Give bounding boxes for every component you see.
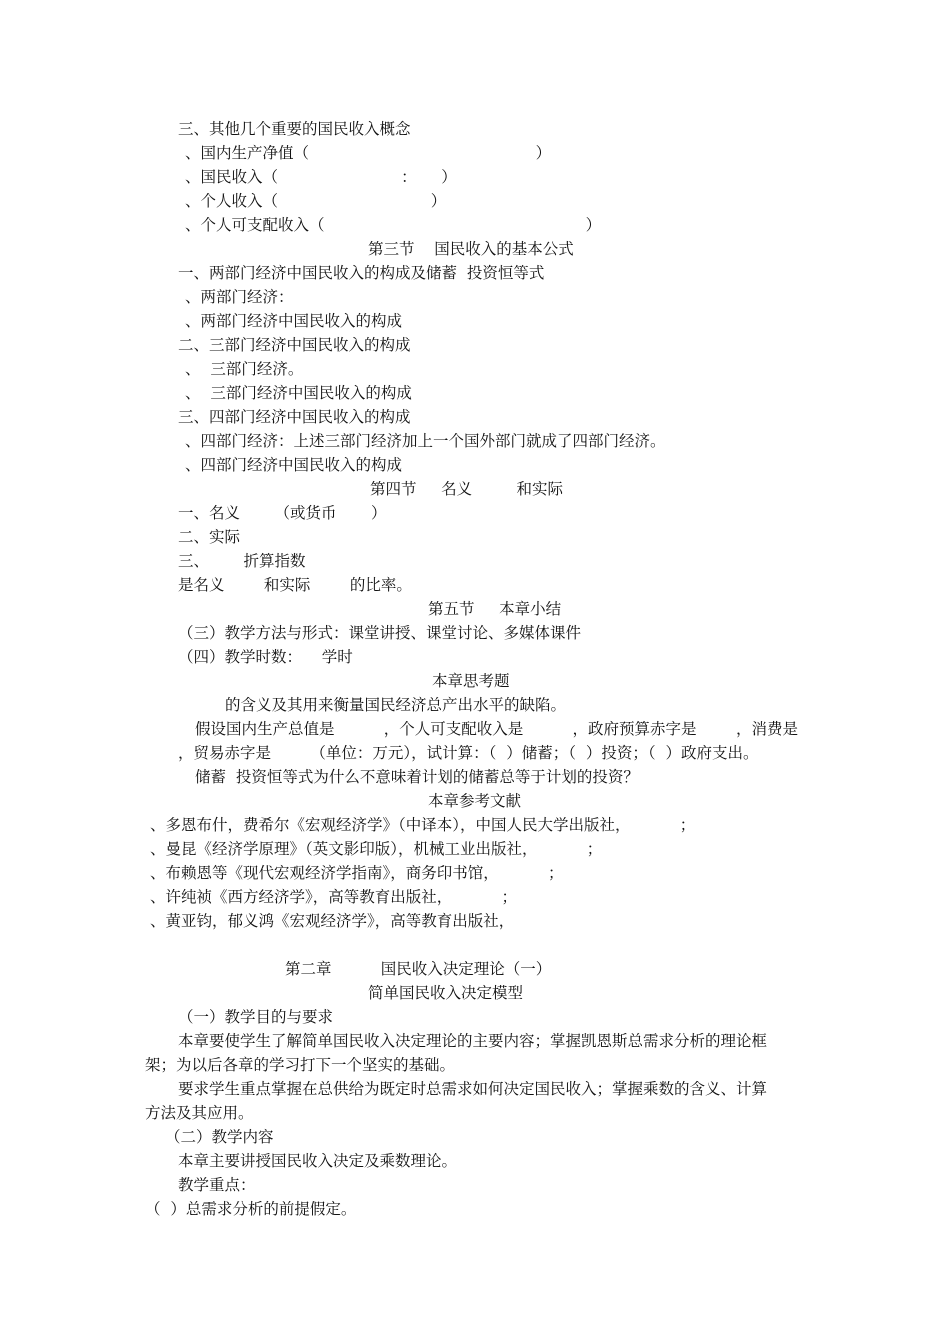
- reference-item: 、布赖恩等《现代宏观经济学指南》，商务印书馆， ；: [150, 864, 564, 882]
- list-item: 、两部门经济：: [185, 288, 294, 306]
- paragraph-line: （四）教学时数： 学时: [178, 648, 353, 666]
- section-heading: 三、其他几个重要的国民收入概念: [178, 120, 411, 138]
- question-line: ，贸易赤字是 （单位：万元），试计算：（ ）储蓄；（ ）投资；（ ）政府支出。: [178, 744, 759, 762]
- section-title: 第三节 国民收入的基本公式: [368, 240, 574, 258]
- section-heading: 三、 折算指数: [178, 552, 306, 570]
- reference-item: 、许纯祯《西方经济学》，高等教育出版社， ；: [150, 888, 518, 906]
- list-item: 、两部门经济中国民收入的构成: [185, 312, 403, 330]
- section-title: 第四节 名义 和实际: [370, 480, 563, 498]
- section-heading: 三、四部门经济中国民收入的构成: [178, 408, 411, 426]
- section-heading: 二、实际: [178, 528, 241, 546]
- section-heading: （一）教学目的与要求: [178, 1008, 334, 1026]
- list-item: 、 三部门经济。: [185, 360, 304, 378]
- question-line: 假设国内生产总值是 ，个人可支配收入是 ，政府预算赤字是 ，消费是: [195, 720, 798, 738]
- paragraph-line: 教学重点：: [178, 1176, 256, 1194]
- paragraph-line: 要求学生重点掌握在总供给为既定时总需求如何决定国民收入；掌握乘数的含义、计算: [178, 1080, 768, 1098]
- section-heading: 二、三部门经济中国民收入的构成: [178, 336, 411, 354]
- paragraph-line: 方法及其应用。: [145, 1104, 254, 1122]
- question-line: 储蓄 投资恒等式为什么不意味着计划的储蓄总等于计划的投资？: [195, 768, 639, 786]
- chapter-subtitle: 简单国民收入决定模型: [368, 984, 524, 1002]
- list-item: 、个人可支配收入（ ）: [185, 216, 602, 234]
- paragraph-line: （三）教学方法与形式：课堂讲授、课堂讨论、多媒体课件: [178, 624, 582, 642]
- paragraph-line: 架；为以后各章的学习打下一个坚实的基础。: [145, 1056, 456, 1074]
- list-item: 、国民收入（ ： ）: [185, 168, 457, 186]
- paragraph-line: 本章要使学生了解简单国民收入决定理论的主要内容；掌握凯恩斯总需求分析的理论框: [178, 1032, 768, 1050]
- section-title: 第五节 本章小结: [428, 600, 562, 618]
- question-line: 的含义及其用来衡量国民经济总产出水平的缺陷。: [225, 696, 567, 714]
- paragraph-line: （ ）总需求分析的前提假定。: [145, 1200, 357, 1218]
- chapter-title: 第二章 国民收入决定理论（一）: [285, 960, 552, 978]
- paragraph-line: 是名义 和实际 的比率。: [178, 576, 412, 594]
- list-item: 、四部门经济中国民收入的构成: [185, 456, 403, 474]
- section-title: 本章参考文献: [428, 792, 522, 810]
- section-title: 本章思考题: [432, 672, 510, 690]
- reference-item: 、多恩布什，费希尔《宏观经济学》（中译本），中国人民大学出版社， ；: [150, 816, 696, 834]
- reference-item: 、曼昆《经济学原理》（英文影印版），机械工业出版社， ；: [150, 840, 603, 858]
- list-item: 、国内生产净值（ ）: [185, 144, 552, 162]
- section-heading: 一、两部门经济中国民收入的构成及储蓄 投资恒等式: [178, 264, 545, 282]
- list-item: 、 三部门经济中国民收入的构成: [185, 384, 412, 402]
- list-item: 、四部门经济：上述三部门经济加上一个国外部门就成了四部门经济。: [185, 432, 666, 450]
- section-heading: （二）教学内容: [165, 1128, 274, 1146]
- reference-item: 、黄亚钧，郁义鸿《宏观经济学》，高等教育出版社，: [150, 912, 515, 930]
- list-item: 、个人收入（ ）: [185, 192, 447, 210]
- paragraph-line: 本章主要讲授国民收入决定及乘数理论。: [178, 1152, 458, 1170]
- section-heading: 一、名义 （或货币 ）: [178, 504, 387, 522]
